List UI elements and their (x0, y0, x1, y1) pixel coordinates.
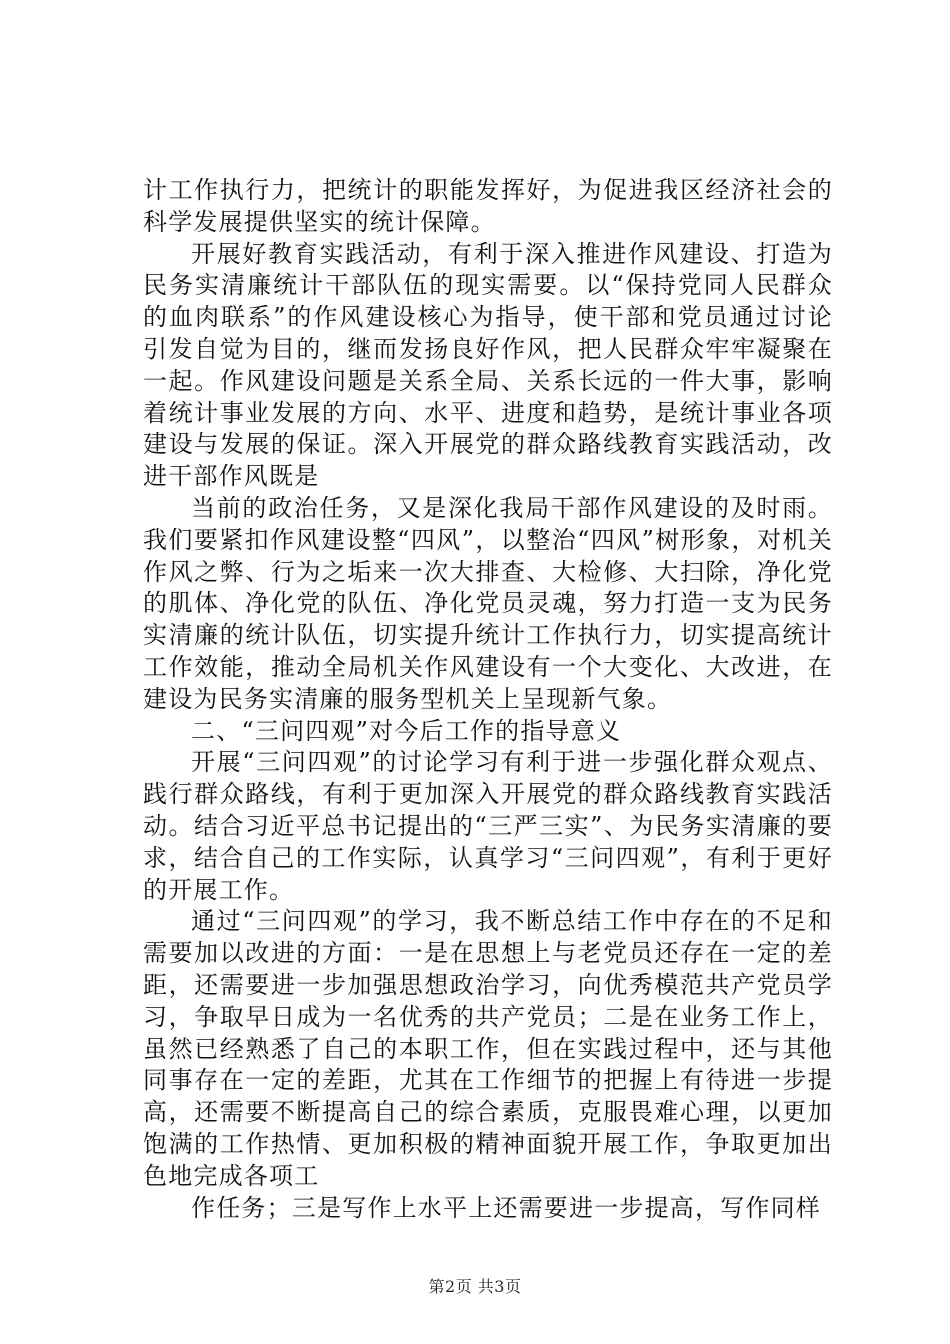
document-body (143, 175, 833, 1224)
paragraph-2: 开展好教育实践活动，有利于深入推进作风建设、打造为民务实清廉统计干部队伍的现实需要。以“保持党同人民群众的血肉联系”的作风建设核心为指导，使干部和党员通过讨论引发自觉为目的，继而发扬良好作风，把人民群众牢牢凝聚在一起。作风建设问题是关系全局、关系长远的一件大事，影响着统计事业发展的方向、水平、进度和趋势，是统计事业各项建设与发展的保证。深入开展党的群众路线教育实践活动，改进干部作风既是 (143, 239, 833, 491)
paragraph-3: 当前的政治任务，又是深化我局干部作风建设的及时雨。我们要紧扣作风建设整“四风”，以整治“四风”树形象，对机关作风之弊、行为之垢来一次大排查、大检修、大扫除，净化党的肌体、净化党的队伍、净化党员灵魂，努力打造一支为民务实清廉的统计队伍，切实提升统计工作执行力，切实提高统计工作效能，推动全局机关作风建设有一个大变化、大改进，在建设为民务实清廉的服务型机关上呈现新气象。 (143, 493, 833, 713)
paragraph-5: 通过“三问四观”的学习，我不断总结工作中存在的不足和需要加以改进的方面：一是在思想上与老党员还存在一定的差距，还需要进一步加强思想政治学习，向优秀模范共产党员学习，争取早日成为一名优秀的共产党员；二是在业务工作上，虽然已经熟悉了自己的本职工作，但在实践过程中，还与其他同事存在一定的差距，尤其在工作细节的把握上有待进一步提高，还需要不断提高自己的综合素质，克服畏难心理，以更加饱满的工作热情、更加积极的精神面貌开展工作，争取更加出色地完成各项工 (143, 907, 833, 1190)
paragraph-1: 计工作执行力，把统计的职能发挥好，为促进我区经济社会的科学发展提供坚实的统计保障。 (143, 176, 833, 236)
page-footer: 第2页 共3页 (428, 1277, 522, 1296)
paragraph-6: 作任务；三是写作上水平上还需要进一步提高，写作同样 (191, 1193, 821, 1222)
paragraph-4: 开展“三问四观”的讨论学习有利于进一步强化群众观点、践行群众路线，有利于更加深入开展党的群众路线教育实践活动。结合习近平总书记提出的“三严三实”、为民务实清廉的要求，结合自己的工作实际，认真学习“三问四观”，有利于更好的开展工作。 (143, 748, 833, 904)
section-heading: 二、“三问四观”对今后工作的指导意义 (191, 716, 622, 745)
